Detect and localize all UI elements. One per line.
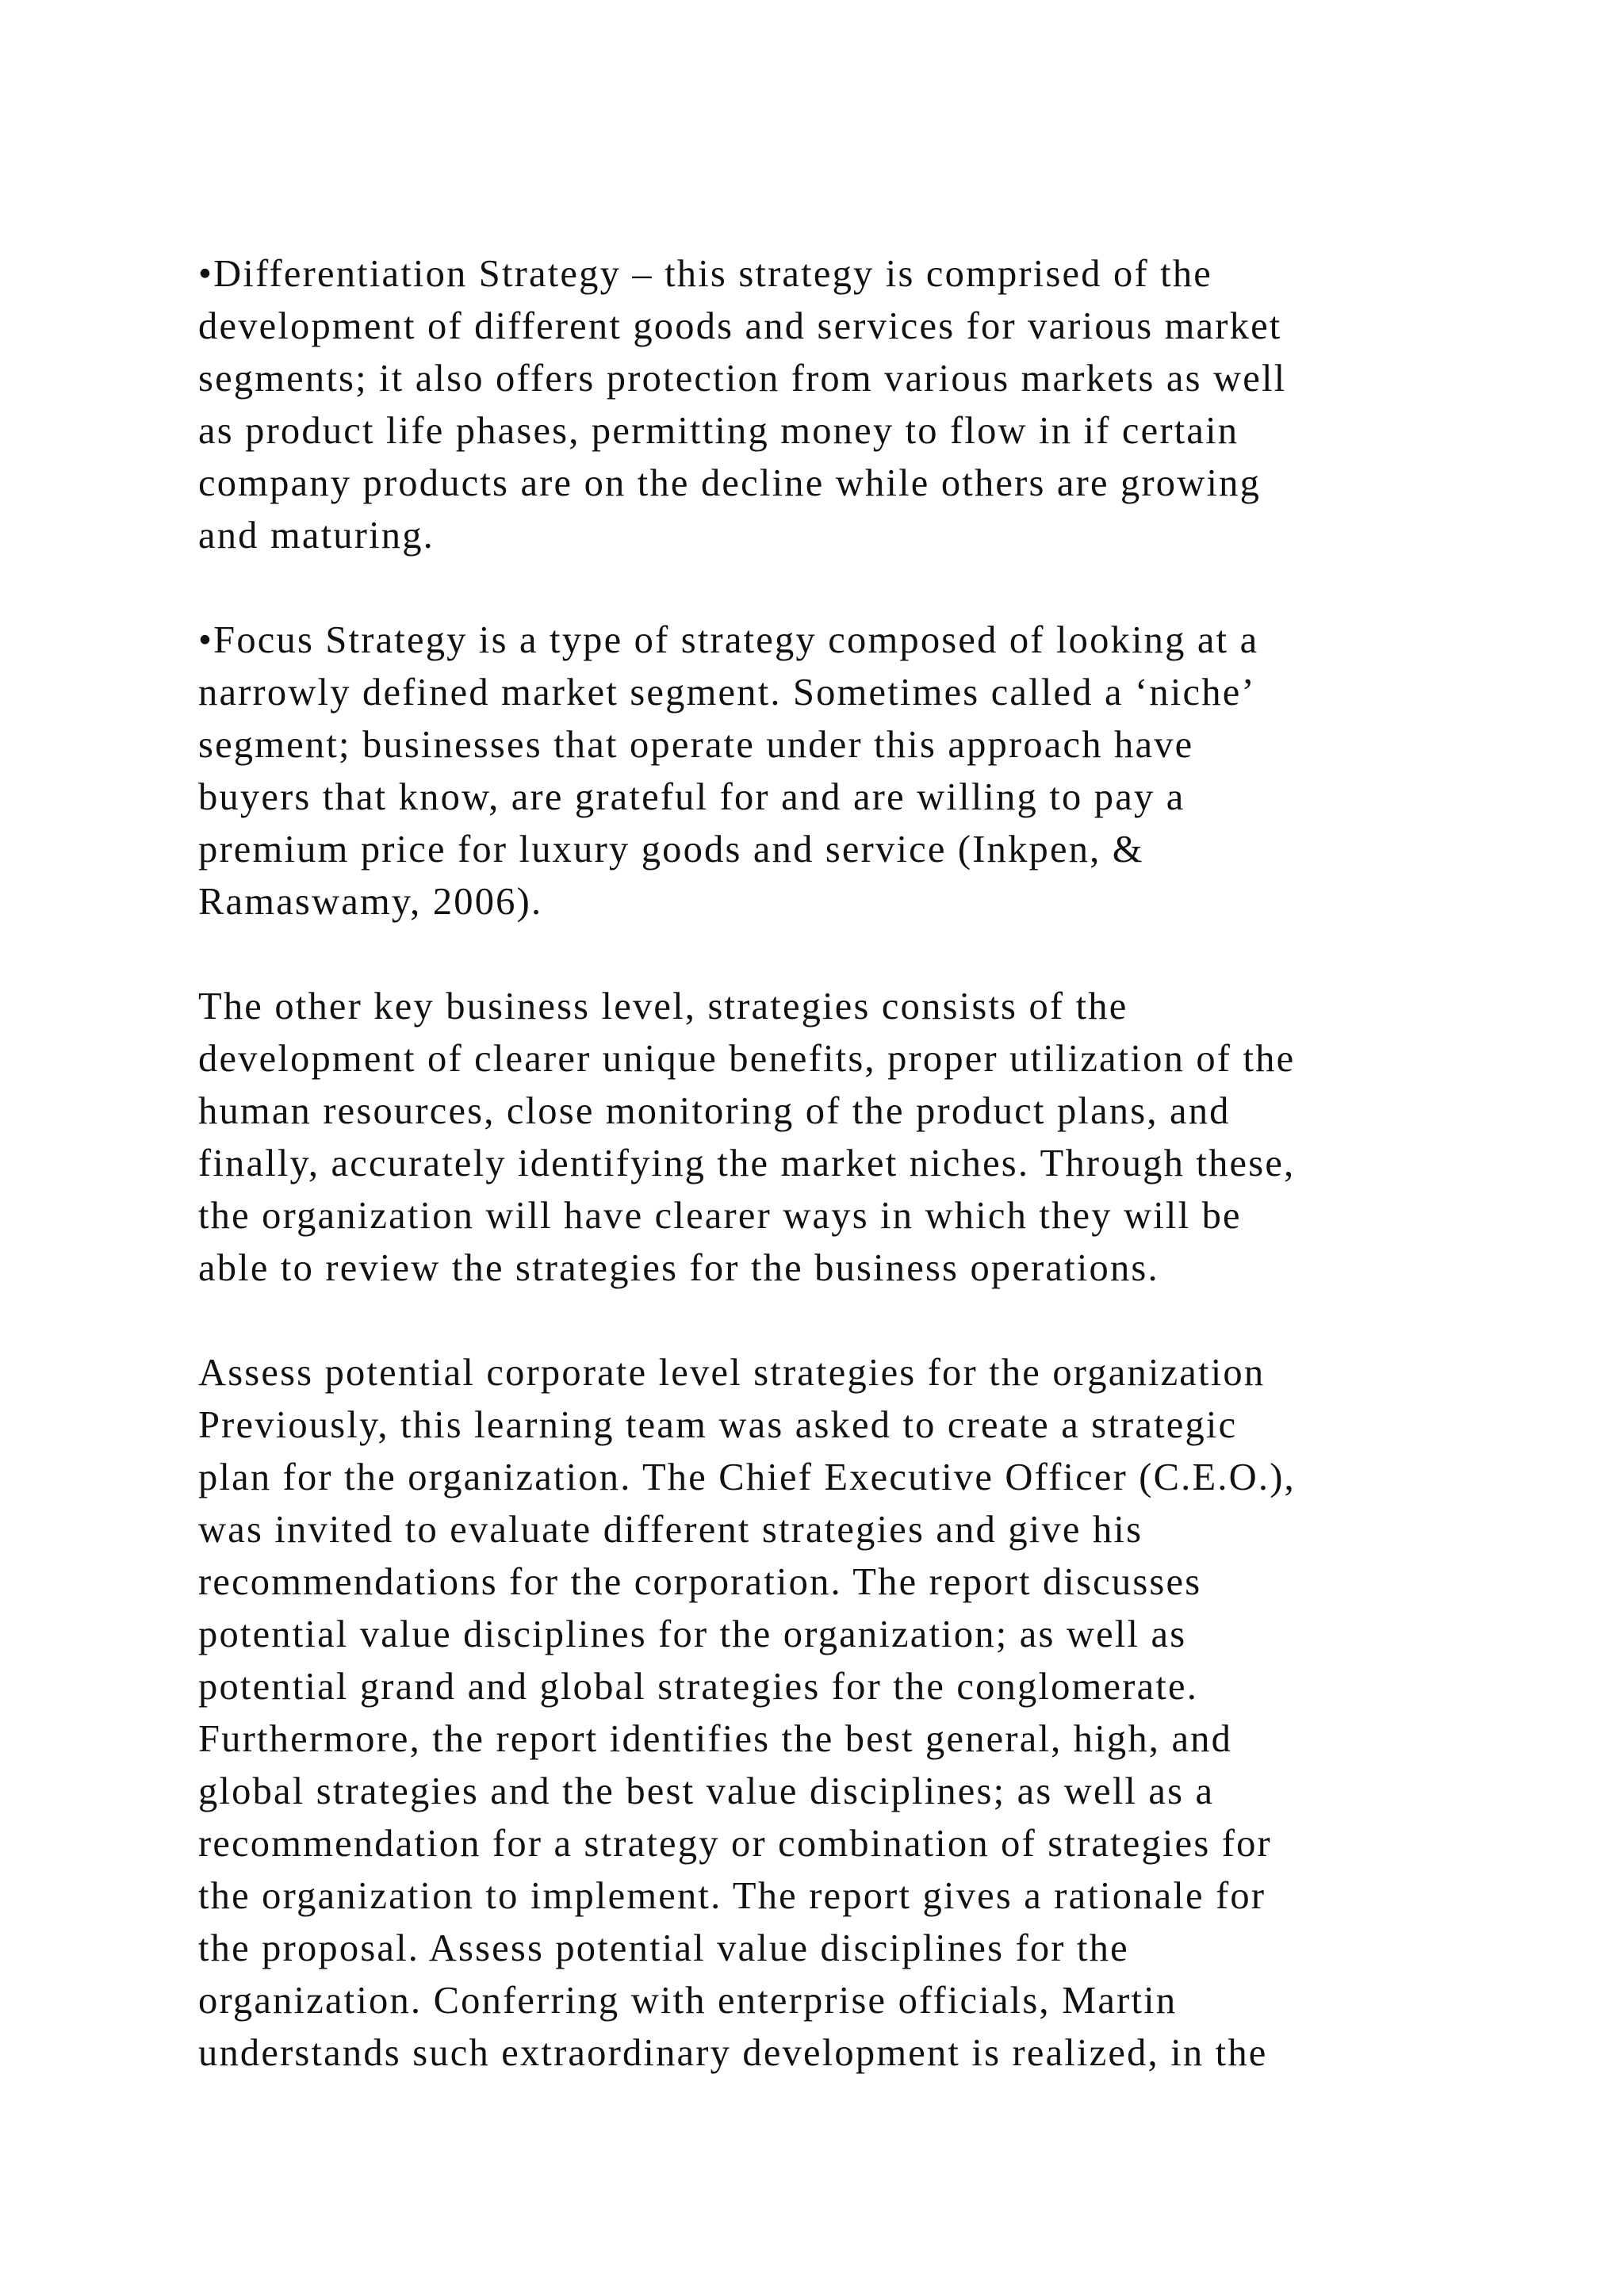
text-line: •Differentiation Strategy – this strategy is comprised of the (198, 253, 1212, 295)
text-line: plan for the organization. The Chief Executive Officer (C.E.O.), (198, 1456, 1296, 1498)
text-line: segments; it also offers protection from various markets as well (198, 358, 1287, 400)
text-line: the proposal. Assess potential value disciplines for the (198, 1927, 1129, 1969)
text-line: •Focus Strategy is a type of strategy composed of looking at a (198, 619, 1259, 661)
text-line: the organization to implement. The report gives a rationale for (198, 1875, 1266, 1917)
text-line: the organization will have clearer ways in which they will be (198, 1195, 1242, 1237)
text-line: human resources, close monitoring of the product plans, and (198, 1090, 1231, 1132)
paragraph-focus-strategy (198, 614, 1546, 928)
text-line: able to review the strategies for the business operations. (198, 1247, 1159, 1289)
text-line: narrowly defined market segment. Sometimes called a ‘niche’ (198, 672, 1256, 714)
text-line: recommendations for the corporation. The report discusses (198, 1561, 1202, 1603)
text-line: development of clearer unique benefits, proper utilization of the (198, 1038, 1296, 1080)
text-line: company products are on the decline while others are growing (198, 462, 1262, 504)
text-line: as product life phases, permitting money to flow in if certain (198, 410, 1239, 452)
text-line: premium price for luxury goods and service (Inkpen, & (198, 828, 1144, 871)
paragraph-corporate-level-strategies (198, 1347, 1546, 2080)
text-line: Assess potential corporate level strategies for the organization (198, 1352, 1266, 1394)
text-line: potential grand and global strategies for the conglomerate. (198, 1666, 1199, 1708)
paragraph-business-level-strategies (198, 981, 1546, 1295)
text-line: organization. Conferring with enterprise officials, Martin (198, 1980, 1178, 2022)
text-line: Furthermore, the report identifies the best general, high, and (198, 1718, 1233, 1760)
text-line: segment; businesses that operate under this approach have (198, 724, 1194, 766)
text-line: finally, accurately identifying the market niches. Through these, (198, 1142, 1296, 1184)
text-line: potential value disciplines for the organization; as well as (198, 1613, 1187, 1655)
text-line: The other key business level, strategies consists of the (198, 985, 1128, 1027)
paragraph-differentiation-strategy (198, 248, 1546, 562)
text-line: was invited to evaluate different strategies and give his (198, 1509, 1143, 1551)
text-line: and maturing. (198, 515, 435, 557)
text-line: global strategies and the best value disciplines; as well as a (198, 1770, 1215, 1812)
text-line: Ramaswamy, 2006). (198, 881, 543, 923)
text-line: development of different goods and services for various market (198, 305, 1282, 347)
text-line: Previously, this learning team was asked to create a strategic (198, 1404, 1238, 1446)
text-line: understands such extraordinary development is realized, in the (198, 2032, 1268, 2074)
text-line: buyers that know, are grateful for and are willing to pay a (198, 776, 1185, 818)
text-line: recommendation for a strategy or combination of strategies for (198, 1823, 1272, 1865)
